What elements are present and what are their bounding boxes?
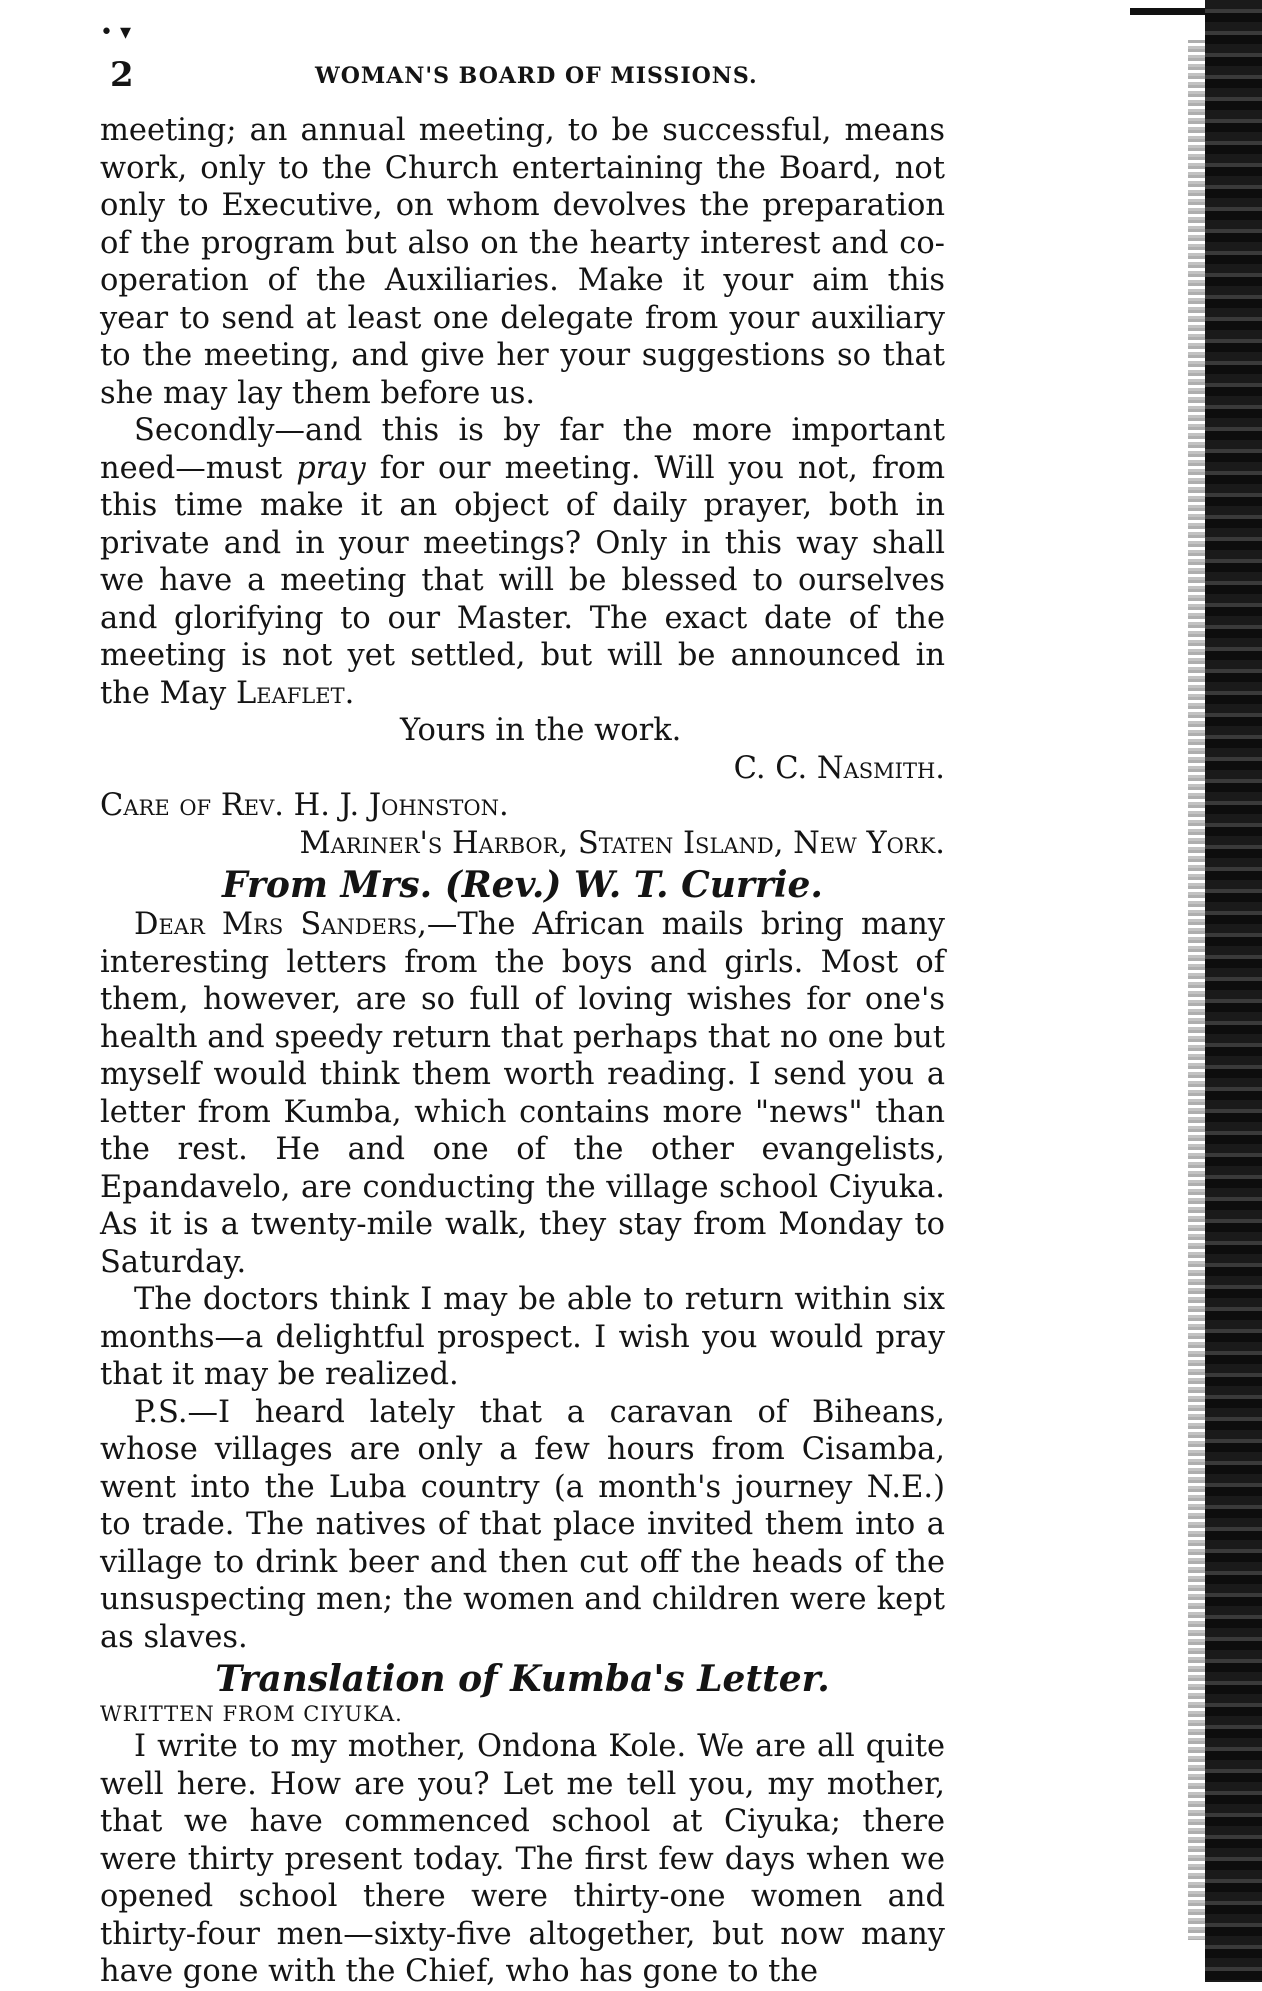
address-line: Mariner's Harbor, Staten Island, New York. (299, 825, 945, 861)
currie-paragraph-1 (100, 906, 945, 1281)
emphasis-pray: pray (296, 450, 366, 486)
care-of-line: Care of Rev. H. J. Johnston. (100, 788, 509, 823)
running-head: WOMAN'S BOARD OF MISSIONS. (315, 63, 758, 89)
kumba-paragraph-1: I write to my mother, Ondona Kole. We are all quite well here. How are you? Let me tell you, my mother, that we have commenced school at Ciyuka; there were thirty present today. The first few days when we opened school there were thirty-one women and thirty-four men—sixty-five altogether, but now many have gone with the Chief, who has gone to the (100, 1729, 945, 1989)
currie-paragraph-3: P.S.—I heard lately that a caravan of Biheans, whose villages are only a few hours from Cisamba, went into the Luba country (a month's journey N.E.) to trade. The natives of that place invited them into a village to drink beer and then cut off the heads of the unsuspecting men; the women and children were kept as slaves. (100, 1394, 945, 1655)
letter-closing: Yours in the work. (400, 713, 682, 748)
section-subheading: WRITTEN FROM CIYUKA. (100, 1702, 403, 1726)
letter-paragraph-1: meeting; an annual meeting, to be successful, means work, only to the Church entertaining the Board, not only to Executive, on whom devolves the preparation of the program but also on the hearty interest and co-operation of the Auxiliaries. Make it your aim this year to send at least one delegate from your auxiliary to the meeting, and give her your suggestions so that she may lay them before us. (100, 113, 945, 411)
page-header (100, 55, 950, 105)
paragraph-end: . (344, 675, 355, 711)
letter-paragraph-2 (100, 412, 945, 712)
letter-signature: C. C. Nasmith. (733, 750, 945, 786)
section-heading-kumba: Translation of Kumba's Letter. (215, 1658, 830, 1700)
paragraph-text: for our meeting. Will you not, from this time make it an object of daily prayer, both in private and in your meetings? Only in this way shall we have a meeting that will be blessed to ourselves and glorifying to our Master. The exact date of the meeting is not yet settled, but will be announced in the May (100, 450, 946, 711)
print-specks: • ▾ (100, 20, 132, 45)
leaflet-small-caps: Leaflet (235, 675, 345, 711)
section-heading-currie: From Mrs. (Rev.) W. T. Currie. (222, 864, 823, 906)
scan-dark-margin (1205, 0, 1262, 1982)
scan-binding-edge (1188, 40, 1206, 1940)
page-number: 2 (110, 55, 134, 95)
salutation: Dear Mrs Sanders (134, 907, 418, 942)
currie-paragraph-2: The doctors think I may be able to return within six months—a delightful prospect. I wish you would pray that it may be realized. (100, 1282, 945, 1392)
paragraph-text: Secondly—and this is by far the more important need—must (100, 413, 945, 486)
page-body (100, 112, 945, 1991)
paragraph-text: ,—The African mails bring many interesting letters from the boys and girls. Most of them, however, are so full of loving wishes for one's health and speedy return that perhaps that no one but myself would think them worth reading. I send you a letter from Kumba, which contains more "news" than the rest. He and one of the other evangelists, Epandavelo, are conducting the village school Ciyuka. As it is a twenty-mile walk, they stay from Monday to Saturday. (100, 907, 945, 1280)
